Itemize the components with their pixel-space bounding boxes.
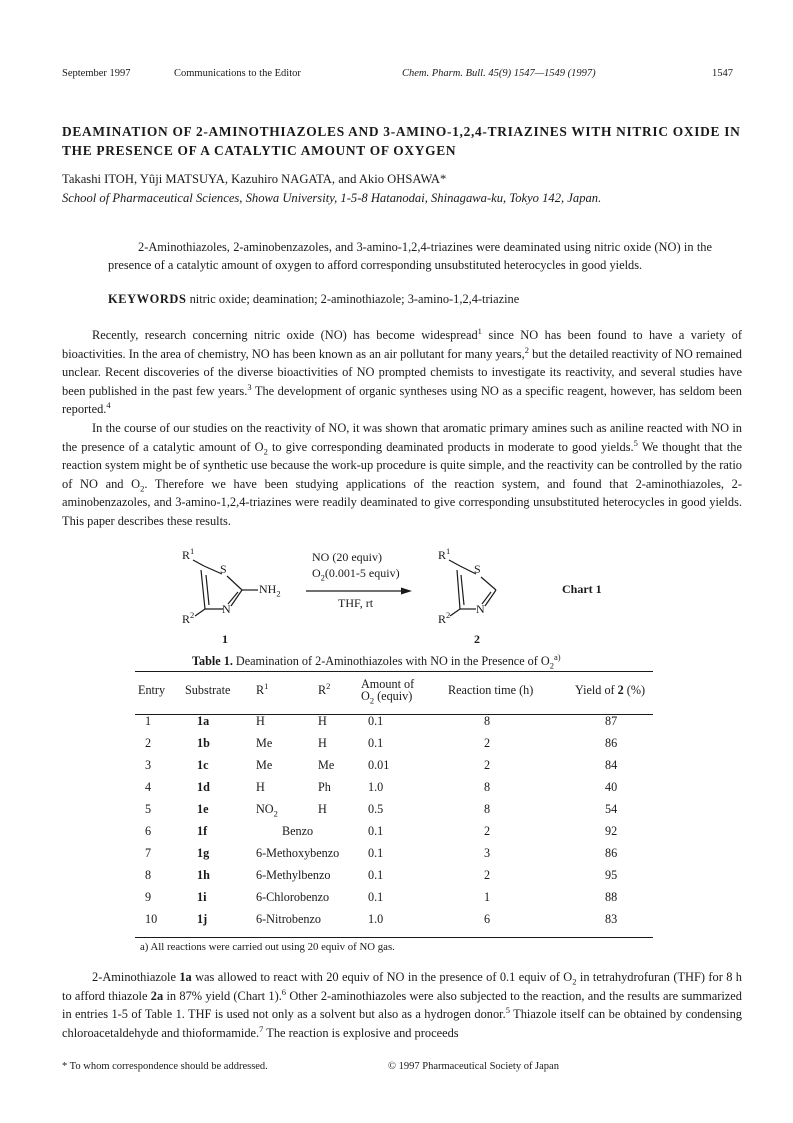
cell-yield: 95: [605, 867, 618, 882]
cell-amount: 0.1: [368, 823, 384, 838]
table-header-row: [135, 670, 653, 710]
cell-amount: 1.0: [368, 779, 384, 794]
ref-5b: 5: [505, 1005, 510, 1016]
body-intro: [62, 326, 742, 531]
cell-r2: H: [318, 801, 327, 816]
cell-r1: Me: [256, 735, 273, 750]
header-journal: Chem. Pharm. Bull. 45(9) 1547—1549 (1997): [402, 68, 596, 79]
condition-oxygen: $O_2(0.001-5$ equiv): [312, 566, 400, 583]
cell-entry: 9: [145, 889, 152, 904]
reaction-arrow-head: [401, 588, 412, 595]
keywords-list: nitric oxide; deamination; 2-aminothiazole; 3-amino-1,2,4-triazine: [189, 292, 520, 306]
product-nitrogen: N: [476, 602, 485, 616]
cell-time: 2: [484, 823, 491, 838]
compound-1-label: 1: [222, 632, 228, 646]
col-yield: Yield of 2 (%): [575, 682, 646, 697]
cell-amount: 1.0: [368, 911, 384, 926]
cell-substrate: 1g: [197, 845, 210, 860]
table-bottom-rule: [135, 937, 653, 938]
cell-r1-r2: 6-Nitrobenzo: [256, 911, 321, 926]
product-r2: $R^2$: [438, 610, 451, 626]
cell-amount: 0.1: [368, 867, 384, 882]
ref-7: 7: [259, 1023, 264, 1034]
cell-r1-r2: 6-Chlorobenzo: [256, 889, 330, 904]
cell-time: 1: [484, 889, 491, 904]
substrate-sulfur: S: [220, 562, 227, 576]
cell-r1: $NO_2$: [256, 801, 278, 818]
substrate-r2: $R^2$: [182, 610, 195, 626]
cell-yield: 86: [605, 735, 618, 750]
table-footnote: a) All reactions were carried out using 20 equiv of NO gas.: [140, 941, 395, 953]
cell-time: 6: [484, 911, 491, 926]
cell-entry: 2: [145, 735, 152, 750]
table-row: [135, 732, 653, 754]
cell-substrate: 1d: [197, 779, 210, 794]
cell-entry: 4: [145, 779, 152, 794]
cell-time: 8: [484, 801, 491, 816]
cell-r1-r2: 6-Methylbenzo: [256, 867, 331, 882]
cell-r1-r2: 6-Methoxybenzo: [256, 845, 340, 860]
reaction-scheme: [160, 548, 640, 648]
author-list: Takashi ITOH, Yûji MATSUYA, Kazuhiro NAGATA, and Akio OHSAWA*: [62, 172, 447, 186]
cell-r2: H: [318, 735, 327, 750]
substrate-nitrogen: N: [222, 602, 231, 616]
cell-r1: Me: [256, 757, 273, 772]
table-row: [135, 776, 653, 798]
table-row: [135, 908, 653, 930]
table-row: [135, 798, 653, 820]
col-time: Reaction time (h): [448, 682, 534, 697]
cell-amount: 0.1: [368, 845, 384, 860]
cell-entry: 3: [145, 757, 152, 772]
col-substrate: Substrate: [185, 682, 231, 697]
table-row: [135, 842, 653, 864]
cell-yield: 86: [605, 845, 618, 860]
paragraph-2: In the course of our studies on the reactivity of NO, it was shown that aromatic primary amines such as aniline reacted with NO in the presence of a catalytic amount of $O_2$ to give corresponding deaminated products in moderate to good yields.$^5$ We thought that the reaction system might be of synthetic use because the work-up procedure is quite simple, and the reactivity can be controlled by the ratio of NO and $O_2$. Therefore we have been studying applications of the reaction system, and found that 2-aminothiazoles, 2-aminobenzazoles, and 3-amino-1,2,4-triazines were readily deaminated to give corresponding unsubstituted heterocycles in good yields. This paper describes these results.: [62, 420, 742, 528]
cell-amount: 0.1: [368, 735, 384, 750]
body-results: [62, 968, 742, 1042]
ref-5: 5: [633, 437, 638, 448]
cell-yield: 83: [605, 911, 618, 926]
ref-1: 1: [477, 325, 482, 336]
cell-amount: 0.5: [368, 801, 384, 816]
chart-label: Chart 1: [562, 582, 602, 596]
cell-r1-r2: Benzo: [282, 823, 314, 838]
product-sulfur: S: [474, 562, 481, 576]
header-page-number: 1547: [712, 68, 733, 79]
ref-4: 4: [106, 400, 111, 411]
cell-entry: 8: [145, 867, 152, 882]
compound-2-label: 2: [474, 632, 480, 646]
table-row: [135, 710, 653, 732]
table-row: [135, 864, 653, 886]
correspondence-note: * To whom correspondence should be addressed.: [62, 1061, 268, 1072]
cell-entry: 1: [145, 713, 152, 728]
table-row: [135, 820, 653, 842]
header-date: September 1997: [62, 68, 131, 79]
cell-amount: 0.01: [368, 757, 390, 772]
cell-entry: 10: [145, 911, 158, 926]
cell-amount: 0.1: [368, 889, 384, 904]
cell-yield: 84: [605, 757, 618, 772]
copyright-notice: © 1997 Pharmaceutical Society of Japan: [388, 1061, 559, 1072]
cell-entry: 7: [145, 845, 152, 860]
condition-no: NO (20 equiv): [312, 550, 382, 564]
cell-substrate: 1c: [197, 757, 209, 772]
cell-time: 2: [484, 757, 491, 772]
ref-2: 2: [524, 344, 529, 355]
cell-entry: 6: [145, 823, 152, 838]
cell-yield: 92: [605, 823, 618, 838]
cell-substrate: 1f: [197, 823, 208, 838]
author-affiliation: School of Pharmaceutical Sciences, Showa University, 1-5-8 Hatanodai, Shinagawa-ku, Tokyo 142, Japan.: [62, 191, 602, 205]
paragraph-1: Recently, research concerning nitric oxide (NO) has become widespread$^1$ since NO has been found to have a variety of bioactivities. In the area of chemistry, NO has been known as an air pollutant for many years,$^2$ but the detailed reactivity of NO remained unclear. Recent discoveries of the diverse bioactivities of NO prompted chemists to investigate its reactivity, and several studies have been published in the past few years.$^3$ The development of organic syntheses using NO as a specific reagent, however, has seldom been reported.$^4$: [62, 325, 742, 417]
keywords-label: KEYWORDS: [108, 292, 187, 306]
substrate-amino: $NH_2$: [259, 582, 281, 599]
cell-yield: 87: [605, 713, 618, 728]
keywords: [108, 292, 519, 307]
cell-amount: 0.1: [368, 713, 384, 728]
paragraph-3: 2-Aminothiazole 1a was allowed to react with 20 equiv of NO in the presence of 0.1 equiv of $O_2$ in tetrahydrofuran (THF) for 8 h to afford thiazole 2a in 87% yield (Chart 1).$^6$ Other 2-aminothiazoles were also subjected to the reaction, and the results are summarized in entries 1-5 of Table 1. THF is used not only as a solvent but also as a hydrogen donor.$^5$ Thiazole itself can be obtained by condensing chloroacetaldehyde and thioformamide.$^7$ The reaction is explosive and proceeds: [62, 970, 743, 1040]
col-r2: $R^2$: [318, 680, 331, 697]
table-caption: Table 1. Deamination of 2-Aminothiazoles with NO in the Presence of $O_2^{a)}$: [192, 651, 561, 671]
cell-yield: 54: [605, 801, 618, 816]
cell-time: 8: [484, 713, 491, 728]
cell-substrate: 1i: [197, 889, 207, 904]
ref-6: 6: [281, 986, 287, 997]
table-row: [135, 754, 653, 776]
product-r1: $R^1$: [438, 546, 451, 562]
cell-r1: H: [256, 779, 265, 794]
cell-yield: 88: [605, 889, 618, 904]
abstract-text: 2-Aminothiazoles, 2-aminobenzazoles, and 3-amino-1,2,4-triazines were deaminated using nitric oxide (NO) in the presence of a catalytic amount of oxygen to afford corresponding unsubstituted heterocycles in good yields.: [108, 240, 712, 272]
article-title: DEAMINATION OF 2-AMINOTHIAZOLES AND 3-AMINO-1,2,4-TRIAZINES WITH NITRIC OXIDE IN THE PRESENCE OF A CATALYTIC AMOUNT OF OXYGEN: [62, 124, 741, 158]
thiazole-ring-product: [449, 560, 496, 616]
cell-substrate: 1a: [197, 713, 210, 728]
ref-3: 3: [247, 381, 252, 392]
table-row: [135, 886, 653, 908]
cell-entry: 5: [145, 801, 152, 816]
col-amount: Amount of $O_2$ (equiv): [361, 677, 415, 706]
cell-r2: Me: [318, 757, 335, 772]
cell-r2: H: [318, 713, 327, 728]
reaction-scheme-drawing: [160, 548, 640, 648]
cell-r2: Ph: [318, 779, 331, 794]
cell-time: 8: [484, 779, 491, 794]
cell-yield: 40: [605, 779, 618, 794]
cell-time: 2: [484, 867, 491, 882]
substrate-r1: $R^1$: [182, 546, 195, 562]
cell-substrate: 1e: [197, 801, 209, 816]
cell-r1: H: [256, 713, 265, 728]
cell-substrate: 1b: [197, 735, 210, 750]
col-entry: Entry: [138, 682, 166, 697]
cell-substrate: 1h: [197, 867, 210, 882]
cell-substrate: 1j: [197, 911, 208, 926]
condition-solvent: THF, rt: [338, 596, 374, 610]
col-r1: $R^1$: [256, 680, 269, 697]
abstract: [108, 238, 712, 274]
header-section: Communications to the Editor: [174, 68, 301, 79]
results-table: [135, 670, 653, 930]
cell-time: 2: [484, 735, 491, 750]
cell-time: 3: [484, 845, 491, 860]
